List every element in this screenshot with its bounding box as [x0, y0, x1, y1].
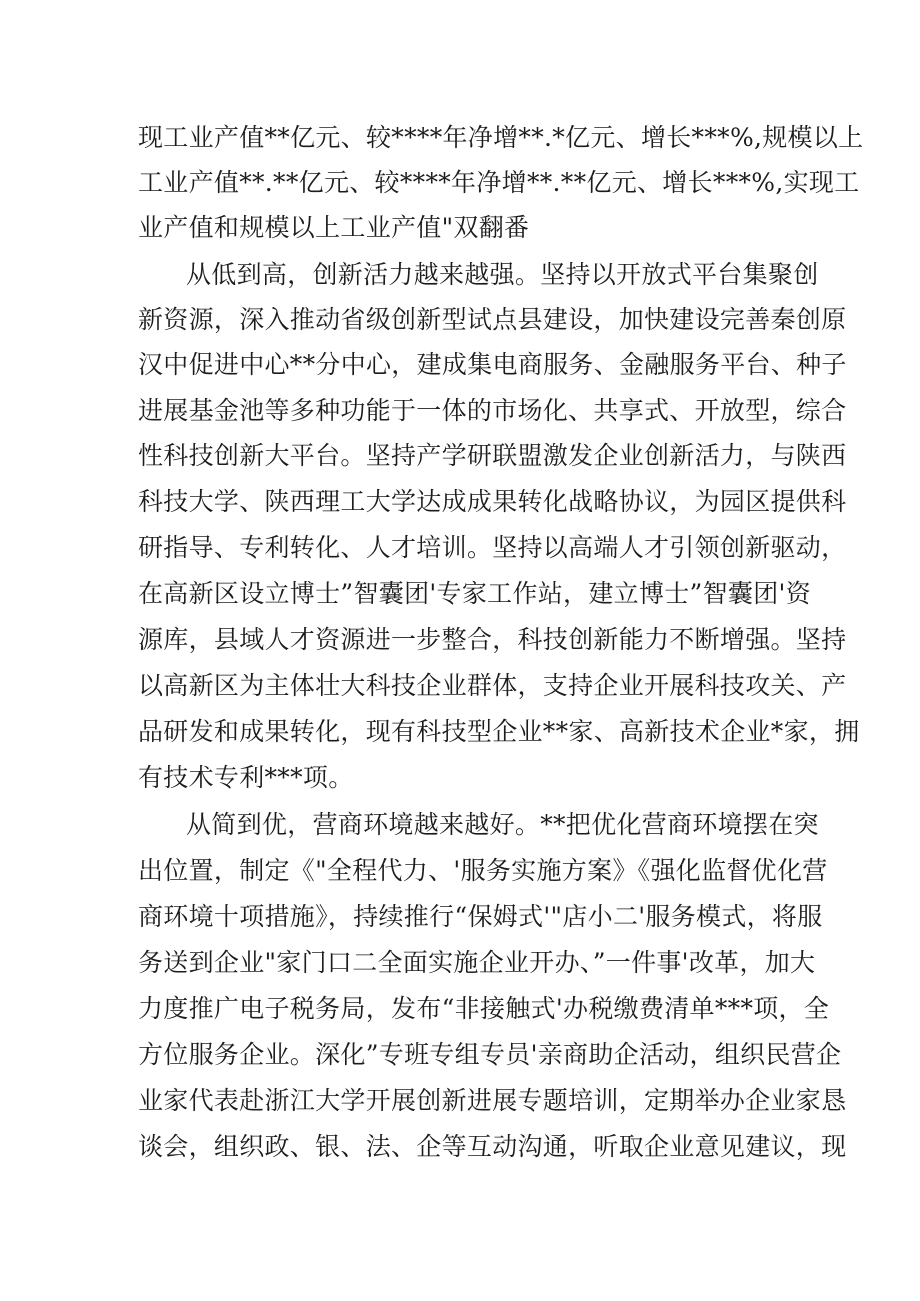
- text-line: 商环境十项措施》，持续推行“保姆式'"店小二'服务模式，将服: [138, 902, 823, 931]
- text-line: 现工业产值**亿元、较****年净增**.*亿元、增长***%,规模以上: [138, 123, 864, 152]
- text-line: 业产值和规模以上工业产值"双翻番: [138, 213, 530, 242]
- text-line: 研指导、专利转化、人才培训。坚持以高端人才引领创新驱动，: [138, 533, 847, 562]
- text-line: 务送到企业"家门口二全面实施企业开办、”一件事'改革，加大: [138, 948, 816, 977]
- text-line: 业家代表赴浙江大学开展创新进展专题培训，定期举办企业家恳: [138, 1086, 847, 1115]
- text-line: 在高新区设立博士”智囊团'专家工作站，建立博士”智囊团'资: [138, 579, 812, 608]
- text-line: 力度推广电子税务局，发布“非接触式'办税缴费清单***项，全: [138, 994, 830, 1023]
- text-line: 从简到优，营商环境越来越好。**把优化营商环境摆在突: [186, 810, 819, 839]
- text-line: 出位置，制定《"全程代力、'服务实施方案》《强化监督优化营: [138, 856, 828, 885]
- text-line: 科技大学、陕西理工大学达成成果转化战略协议，为园区提供科: [138, 487, 847, 516]
- text-line: 工业产值**.**亿元、较****年净增**.**亿元、增长***%,实现工: [138, 168, 860, 197]
- text-line: 谈会，组织政、银、法、企等互动沟通，听取企业意见建议，现: [138, 1132, 847, 1161]
- text-line: 源库，县域人才资源进一步整合，科技创新能力不断增强。坚持: [138, 625, 847, 654]
- text-line: 以高新区为主体壮大科技企业群体，支持企业开展科技攻关、产: [138, 671, 847, 700]
- text-line: 汉中促进中心**分中心，建成集电商服务、金融服务平台、种子: [138, 350, 847, 379]
- text-line: 品研发和成果转化，现有科技型企业**家、高新技术企业*家，拥: [138, 717, 860, 746]
- text-line: 从低到高，创新活力越来越强。坚持以开放式平台集聚创: [186, 260, 819, 289]
- text-line: 新资源，深入推动省级创新型试点县建设，加快建设完善秦创原: [138, 305, 847, 334]
- text-line: 有技术专利***项。: [138, 763, 354, 792]
- text-line: 进展基金池等多种功能于一体的市场化、共享式、开放型，综合: [138, 396, 847, 425]
- text-line: 性科技创新大平台。坚持产学研联盟激发企业创新活力，与陕西: [138, 441, 847, 470]
- text-line: 方位服务企业。深化”专班专组专员'亲商助企活动，组织民营企: [138, 1040, 842, 1069]
